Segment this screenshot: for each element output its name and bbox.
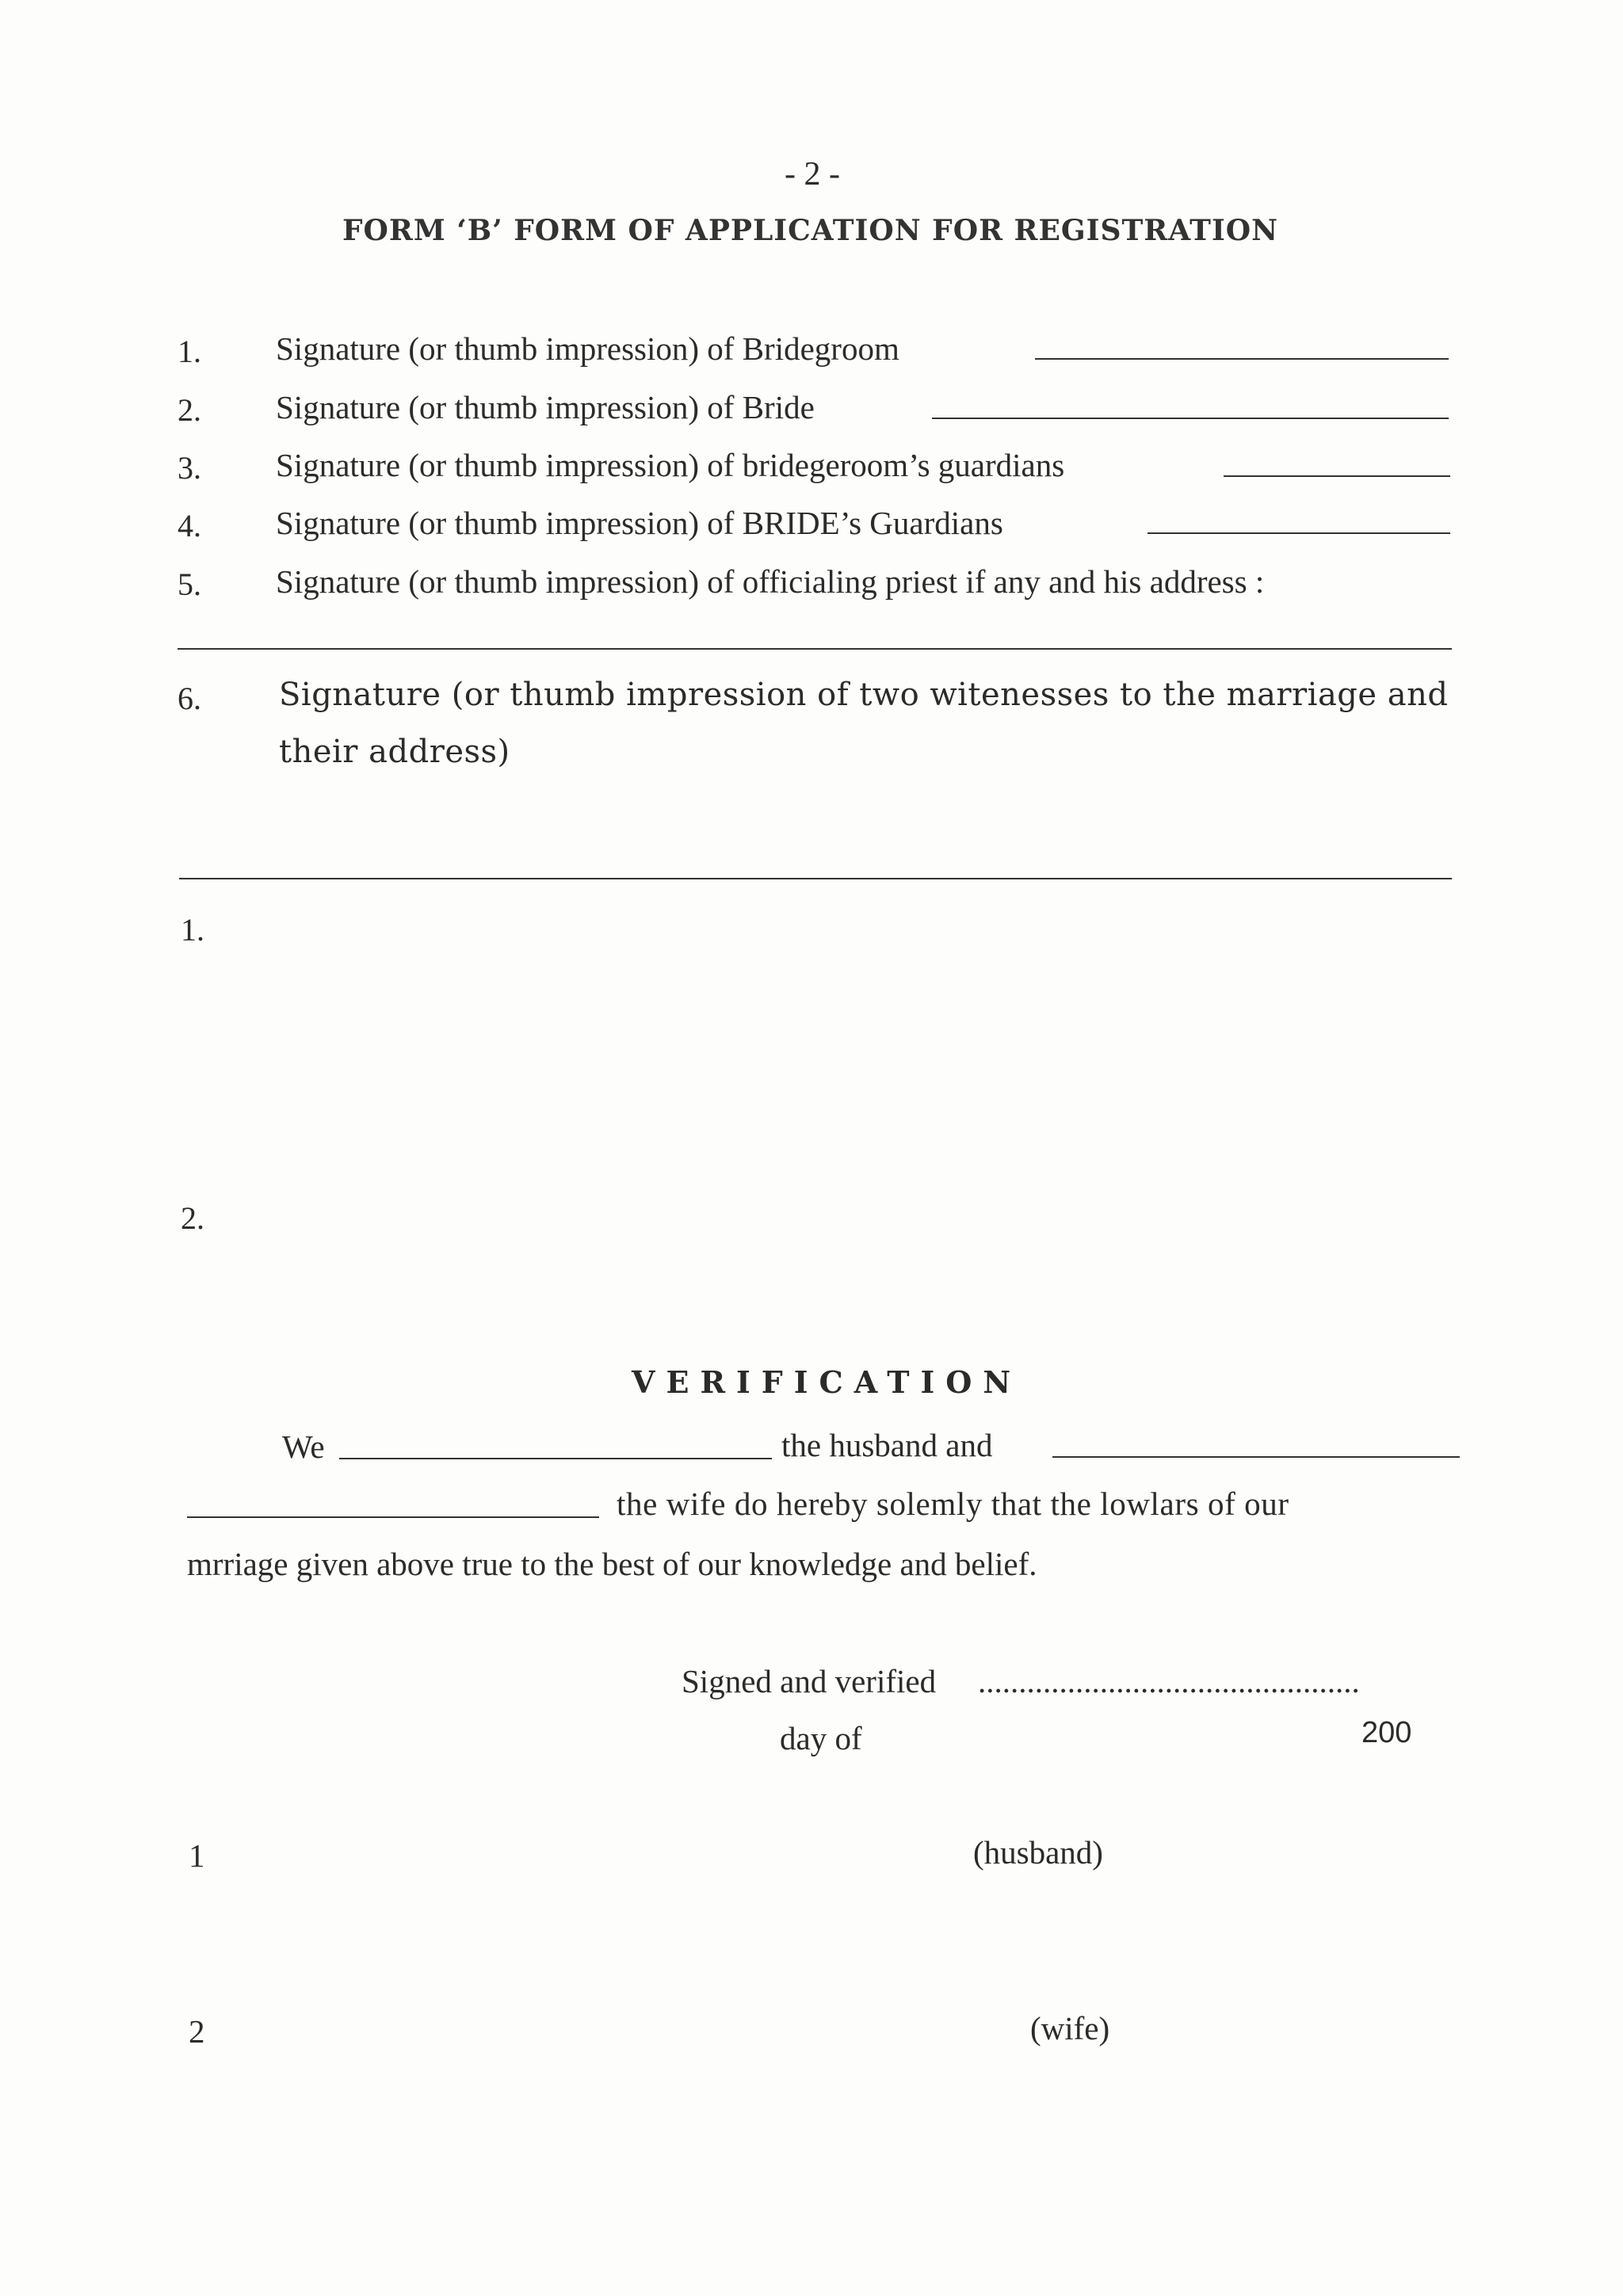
- verification-title: VERIFICATION: [632, 1364, 1022, 1400]
- witness-label-line1: Signature (or thumb impression of two witenesses to the marriage and: [279, 677, 1449, 713]
- page-number: - 2 -: [785, 156, 840, 193]
- day-of-label: day of: [780, 1720, 862, 1756]
- year-label: 200: [1361, 1716, 1412, 1749]
- signature-label-bridegroom-guardians: Signature (or thumb impression) of bridegeroom’s guardians: [276, 447, 1065, 483]
- signature-label-priest: Signature (or thumb impression) of officialing priest if any and his address :: [276, 563, 1265, 600]
- wife-name-line-part2[interactable]: [187, 1516, 599, 1518]
- row-number: 2.: [178, 392, 201, 428]
- husband-and-label: the husband and: [781, 1427, 993, 1463]
- signature-label-bridegroom: Signature (or thumb impression) of Bridegroom: [276, 330, 899, 367]
- form-title: FORM ‘B’ FORM OF APPLICATION FOR REGISTRATION: [342, 214, 1279, 247]
- witness-label-line2: their address): [279, 734, 510, 770]
- declaration-text: mrriage given above true to the best of our knowledge and belief.: [187, 1546, 1037, 1582]
- bride-signature-line[interactable]: [932, 418, 1449, 419]
- wife-signature-label: (wife): [1030, 2010, 1110, 2046]
- witness-entry-1: 1.: [181, 912, 204, 948]
- row-number: 1.: [178, 334, 201, 369]
- row-number: 5.: [178, 566, 201, 602]
- husband-signature-label: (husband): [973, 1834, 1103, 1871]
- signed-verified-dots[interactable]: ...............................................: [978, 1663, 1360, 1699]
- priest-address-line[interactable]: [178, 648, 1452, 650]
- row-number: 4.: [178, 508, 201, 543]
- husband-name-line[interactable]: [339, 1458, 772, 1459]
- signed-verified-label: Signed and verified: [682, 1663, 937, 1699]
- wife-declaration-text: the wife do hereby solemly that the lowlars of our: [617, 1486, 1289, 1522]
- wife-name-line-part1[interactable]: [1052, 1456, 1460, 1458]
- signature-label-bride-guardians: Signature (or thumb impression) of BRIDE’s Guardians: [276, 505, 1003, 541]
- witness-entry-2: 2.: [181, 1200, 204, 1236]
- row-number: 3.: [178, 450, 201, 486]
- we-label: We: [282, 1428, 325, 1465]
- signatory-number-2: 2: [189, 2013, 205, 2050]
- bride-guardians-signature-line[interactable]: [1148, 532, 1450, 534]
- signatory-number-1: 1: [189, 1837, 205, 1874]
- signature-label-bride: Signature (or thumb impression) of Bride: [276, 389, 815, 425]
- bridegroom-guardians-signature-line[interactable]: [1224, 475, 1450, 477]
- witness-separator-line: [179, 878, 1452, 879]
- row-number: 6.: [178, 681, 201, 716]
- bridegroom-signature-line[interactable]: [1035, 358, 1449, 360]
